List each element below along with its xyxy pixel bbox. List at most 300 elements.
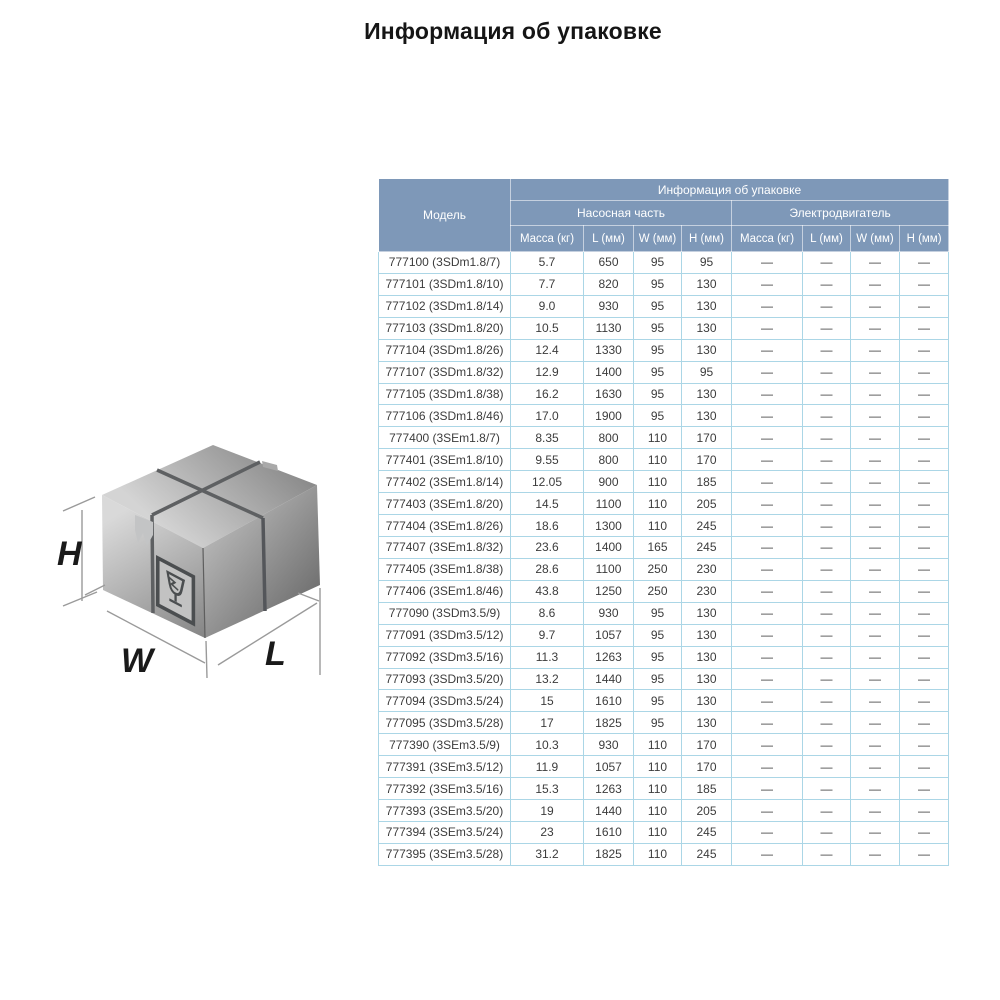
value-cell: —: [732, 317, 803, 339]
value-cell: 110: [634, 493, 682, 515]
value-cell: 130: [682, 339, 732, 361]
value-cell: —: [851, 668, 900, 690]
col-header-motor-h: H (мм): [900, 226, 949, 252]
value-cell: 15: [511, 690, 584, 712]
value-cell: —: [732, 778, 803, 800]
value-cell: 1330: [584, 339, 634, 361]
model-cell: 777095 (3SDm3.5/28): [379, 712, 511, 734]
value-cell: 1440: [584, 668, 634, 690]
value-cell: —: [900, 493, 949, 515]
table-row: [379, 756, 949, 778]
value-cell: 95: [634, 712, 682, 734]
value-cell: —: [732, 449, 803, 471]
value-cell: —: [803, 602, 851, 624]
col-header-motor-w: W (мм): [851, 226, 900, 252]
value-cell: —: [851, 515, 900, 537]
value-cell: 9.55: [511, 449, 584, 471]
table-row: [379, 558, 949, 580]
value-cell: 1130: [584, 317, 634, 339]
value-cell: —: [803, 273, 851, 295]
value-cell: —: [803, 734, 851, 756]
value-cell: —: [851, 558, 900, 580]
value-cell: 130: [682, 668, 732, 690]
value-cell: 15.3: [511, 778, 584, 800]
value-cell: —: [900, 558, 949, 580]
value-cell: —: [900, 317, 949, 339]
value-cell: —: [900, 602, 949, 624]
model-cell: 777100 (3SDm1.8/7): [379, 252, 511, 274]
value-cell: —: [732, 668, 803, 690]
model-cell: 777107 (3SDm1.8/32): [379, 361, 511, 383]
value-cell: —: [732, 536, 803, 558]
value-cell: —: [851, 536, 900, 558]
strap-right-face: [263, 518, 265, 611]
table-row: [379, 843, 949, 865]
value-cell: 650: [584, 252, 634, 274]
value-cell: —: [803, 515, 851, 537]
value-cell: 28.6: [511, 558, 584, 580]
value-cell: 230: [682, 580, 732, 602]
table-row: [379, 295, 949, 317]
value-cell: —: [803, 624, 851, 646]
value-cell: 95: [634, 602, 682, 624]
value-cell: 1057: [584, 756, 634, 778]
col-header-motor-section: Электродвигатель: [732, 201, 949, 226]
value-cell: 11.9: [511, 756, 584, 778]
table-row: [379, 712, 949, 734]
value-cell: —: [803, 668, 851, 690]
value-cell: 12.05: [511, 471, 584, 493]
table-row: [379, 734, 949, 756]
value-cell: —: [900, 756, 949, 778]
value-cell: —: [851, 690, 900, 712]
value-cell: 165: [634, 536, 682, 558]
value-cell: —: [732, 558, 803, 580]
value-cell: 800: [584, 449, 634, 471]
value-cell: —: [851, 383, 900, 405]
model-cell: 777105 (3SDm1.8/38): [379, 383, 511, 405]
value-cell: 245: [682, 821, 732, 843]
value-cell: —: [900, 252, 949, 274]
value-cell: —: [851, 317, 900, 339]
table-row: [379, 602, 949, 624]
table-row: [379, 646, 949, 668]
value-cell: 130: [682, 295, 732, 317]
model-cell: 777393 (3SEm3.5/20): [379, 800, 511, 822]
value-cell: —: [803, 361, 851, 383]
value-cell: —: [732, 361, 803, 383]
table-header: [379, 179, 949, 252]
value-cell: —: [851, 405, 900, 427]
value-cell: —: [732, 273, 803, 295]
col-header-pump-mass: Масса (кг): [511, 226, 584, 252]
value-cell: 110: [634, 449, 682, 471]
value-cell: —: [803, 383, 851, 405]
model-cell: 777092 (3SDm3.5/16): [379, 646, 511, 668]
value-cell: —: [803, 339, 851, 361]
package-box-illustration: [55, 425, 335, 705]
model-cell: 777403 (3SEm1.8/20): [379, 493, 511, 515]
value-cell: —: [900, 624, 949, 646]
value-cell: —: [851, 756, 900, 778]
value-cell: 1900: [584, 405, 634, 427]
page-title: Информация об упаковке: [364, 18, 662, 44]
value-cell: 130: [682, 624, 732, 646]
value-cell: 23: [511, 821, 584, 843]
value-cell: —: [900, 515, 949, 537]
value-cell: —: [803, 471, 851, 493]
value-cell: 110: [634, 821, 682, 843]
value-cell: —: [732, 602, 803, 624]
model-cell: 777392 (3SEm3.5/16): [379, 778, 511, 800]
value-cell: 95: [634, 624, 682, 646]
value-cell: 130: [682, 273, 732, 295]
table-row: [379, 449, 949, 471]
value-cell: 12.4: [511, 339, 584, 361]
value-cell: 250: [634, 558, 682, 580]
box-diagram: [55, 425, 335, 705]
value-cell: 1263: [584, 778, 634, 800]
value-cell: 245: [682, 515, 732, 537]
model-cell: 777406 (3SEm1.8/46): [379, 580, 511, 602]
table-row: [379, 624, 949, 646]
value-cell: 1263: [584, 646, 634, 668]
value-cell: —: [803, 580, 851, 602]
value-cell: —: [803, 821, 851, 843]
model-cell: 777101 (3SDm1.8/10): [379, 273, 511, 295]
value-cell: 31.2: [511, 843, 584, 865]
value-cell: —: [851, 361, 900, 383]
value-cell: —: [732, 800, 803, 822]
value-cell: —: [732, 843, 803, 865]
value-cell: —: [851, 580, 900, 602]
value-cell: 95: [634, 317, 682, 339]
value-cell: —: [851, 471, 900, 493]
value-cell: 17: [511, 712, 584, 734]
value-cell: —: [851, 843, 900, 865]
value-cell: 110: [634, 778, 682, 800]
value-cell: 9.7: [511, 624, 584, 646]
value-cell: 130: [682, 712, 732, 734]
value-cell: —: [851, 427, 900, 449]
model-cell: 777094 (3SDm3.5/24): [379, 690, 511, 712]
value-cell: 1610: [584, 690, 634, 712]
table-row: [379, 800, 949, 822]
model-cell: 777090 (3SDm3.5/9): [379, 602, 511, 624]
value-cell: 820: [584, 273, 634, 295]
value-cell: 110: [634, 515, 682, 537]
value-cell: 23.6: [511, 536, 584, 558]
value-cell: 95: [634, 295, 682, 317]
value-cell: —: [900, 427, 949, 449]
value-cell: 95: [634, 339, 682, 361]
value-cell: 930: [584, 295, 634, 317]
value-cell: —: [732, 646, 803, 668]
model-cell: 777394 (3SEm3.5/24): [379, 821, 511, 843]
value-cell: —: [851, 734, 900, 756]
model-cell: 777104 (3SDm1.8/26): [379, 339, 511, 361]
model-cell: 777405 (3SEm1.8/38): [379, 558, 511, 580]
value-cell: —: [732, 252, 803, 274]
value-cell: 17.0: [511, 405, 584, 427]
value-cell: —: [900, 690, 949, 712]
table-row: [379, 252, 949, 274]
value-cell: —: [803, 449, 851, 471]
value-cell: —: [803, 843, 851, 865]
value-cell: —: [732, 821, 803, 843]
value-cell: 9.0: [511, 295, 584, 317]
value-cell: —: [851, 252, 900, 274]
value-cell: —: [803, 295, 851, 317]
value-cell: —: [732, 580, 803, 602]
col-header-group: Информация об упаковке: [511, 179, 949, 201]
value-cell: 7.7: [511, 273, 584, 295]
value-cell: —: [803, 778, 851, 800]
value-cell: 12.9: [511, 361, 584, 383]
value-cell: —: [900, 536, 949, 558]
value-cell: 19: [511, 800, 584, 822]
value-cell: 1400: [584, 361, 634, 383]
table-row: [379, 383, 949, 405]
value-cell: 16.2: [511, 383, 584, 405]
value-cell: —: [851, 821, 900, 843]
table-row: [379, 427, 949, 449]
table-row: [379, 405, 949, 427]
table-row: [379, 361, 949, 383]
value-cell: —: [732, 624, 803, 646]
value-cell: 95: [682, 252, 732, 274]
value-cell: 13.2: [511, 668, 584, 690]
value-cell: —: [732, 690, 803, 712]
col-header-pump-l: L (мм): [584, 226, 634, 252]
value-cell: 95: [634, 361, 682, 383]
value-cell: —: [803, 252, 851, 274]
value-cell: —: [900, 339, 949, 361]
col-header-motor-mass: Масса (кг): [732, 226, 803, 252]
value-cell: —: [900, 361, 949, 383]
col-header-pump-section: Насосная часть: [511, 201, 732, 226]
model-cell: 777103 (3SDm1.8/20): [379, 317, 511, 339]
table-body: [379, 252, 949, 866]
model-cell: 777404 (3SEm1.8/26): [379, 515, 511, 537]
value-cell: —: [851, 778, 900, 800]
value-cell: 95: [634, 405, 682, 427]
value-cell: —: [732, 493, 803, 515]
dim-tick-h-bottom: [63, 592, 97, 606]
dim-label-h: H: [57, 535, 82, 573]
value-cell: 95: [634, 646, 682, 668]
value-cell: 1300: [584, 515, 634, 537]
model-cell: 777400 (3SEm1.8/7): [379, 427, 511, 449]
value-cell: 110: [634, 471, 682, 493]
model-cell: 777407 (3SEm1.8/32): [379, 536, 511, 558]
value-cell: 18.6: [511, 515, 584, 537]
value-cell: 110: [634, 427, 682, 449]
value-cell: —: [732, 756, 803, 778]
value-cell: 170: [682, 449, 732, 471]
value-cell: —: [803, 427, 851, 449]
value-cell: —: [900, 580, 949, 602]
value-cell: 185: [682, 778, 732, 800]
value-cell: —: [803, 558, 851, 580]
model-cell: 777093 (3SDm3.5/20): [379, 668, 511, 690]
value-cell: 130: [682, 383, 732, 405]
value-cell: 95: [634, 383, 682, 405]
value-cell: 1825: [584, 843, 634, 865]
value-cell: —: [900, 843, 949, 865]
value-cell: —: [900, 778, 949, 800]
value-cell: —: [732, 295, 803, 317]
value-cell: —: [803, 646, 851, 668]
value-cell: —: [732, 471, 803, 493]
value-cell: 95: [634, 690, 682, 712]
value-cell: 43.8: [511, 580, 584, 602]
value-cell: 1400: [584, 536, 634, 558]
table-row: [379, 273, 949, 295]
value-cell: —: [851, 493, 900, 515]
model-cell: 777402 (3SEm1.8/14): [379, 471, 511, 493]
value-cell: 95: [634, 273, 682, 295]
value-cell: —: [851, 800, 900, 822]
value-cell: 8.35: [511, 427, 584, 449]
value-cell: 8.6: [511, 602, 584, 624]
value-cell: —: [851, 339, 900, 361]
value-cell: —: [900, 273, 949, 295]
value-cell: 95: [634, 668, 682, 690]
value-cell: 245: [682, 843, 732, 865]
value-cell: 110: [634, 734, 682, 756]
value-cell: —: [851, 624, 900, 646]
value-cell: 930: [584, 602, 634, 624]
packaging-table: [378, 178, 949, 866]
value-cell: 245: [682, 536, 732, 558]
value-cell: 185: [682, 471, 732, 493]
value-cell: 5.7: [511, 252, 584, 274]
value-cell: 130: [682, 602, 732, 624]
value-cell: —: [803, 536, 851, 558]
dim-tick-h-top: [63, 497, 95, 511]
value-cell: 250: [634, 580, 682, 602]
dim-label-l: L: [265, 635, 286, 673]
value-cell: —: [900, 449, 949, 471]
value-cell: 130: [682, 690, 732, 712]
value-cell: —: [900, 734, 949, 756]
table-row: [379, 821, 949, 843]
value-cell: 1250: [584, 580, 634, 602]
value-cell: 10.5: [511, 317, 584, 339]
table-row: [379, 778, 949, 800]
value-cell: 1610: [584, 821, 634, 843]
model-cell: 777390 (3SEm3.5/9): [379, 734, 511, 756]
value-cell: 230: [682, 558, 732, 580]
value-cell: 110: [634, 800, 682, 822]
value-cell: 205: [682, 800, 732, 822]
value-cell: —: [900, 800, 949, 822]
table-row: [379, 493, 949, 515]
value-cell: —: [803, 690, 851, 712]
value-cell: —: [732, 405, 803, 427]
value-cell: 800: [584, 427, 634, 449]
value-cell: 170: [682, 734, 732, 756]
table-row: [379, 690, 949, 712]
value-cell: 1825: [584, 712, 634, 734]
value-cell: 205: [682, 493, 732, 515]
value-cell: —: [851, 646, 900, 668]
dim-ext-center: [206, 641, 207, 678]
value-cell: —: [803, 756, 851, 778]
value-cell: 1440: [584, 800, 634, 822]
value-cell: 170: [682, 756, 732, 778]
value-cell: 110: [634, 843, 682, 865]
value-cell: —: [900, 646, 949, 668]
value-cell: —: [732, 383, 803, 405]
table-row: [379, 536, 949, 558]
value-cell: 1100: [584, 493, 634, 515]
value-cell: —: [851, 295, 900, 317]
value-cell: 95: [634, 252, 682, 274]
value-cell: 130: [682, 646, 732, 668]
value-cell: —: [900, 712, 949, 734]
value-cell: —: [900, 295, 949, 317]
value-cell: —: [803, 800, 851, 822]
table-row: [379, 317, 949, 339]
value-cell: —: [732, 734, 803, 756]
value-cell: —: [900, 383, 949, 405]
value-cell: —: [900, 405, 949, 427]
value-cell: 11.3: [511, 646, 584, 668]
value-cell: —: [732, 427, 803, 449]
model-cell: 777401 (3SEm1.8/10): [379, 449, 511, 471]
value-cell: —: [851, 273, 900, 295]
model-cell: 777395 (3SEm3.5/28): [379, 843, 511, 865]
value-cell: —: [803, 712, 851, 734]
value-cell: 1057: [584, 624, 634, 646]
col-header-model: Модель: [379, 179, 511, 252]
value-cell: —: [803, 405, 851, 427]
value-cell: 130: [682, 405, 732, 427]
model-cell: 777106 (3SDm1.8/46): [379, 405, 511, 427]
dim-label-w: W: [121, 642, 154, 680]
model-cell: 777102 (3SDm1.8/14): [379, 295, 511, 317]
value-cell: 130: [682, 317, 732, 339]
value-cell: —: [900, 821, 949, 843]
value-cell: —: [851, 449, 900, 471]
value-cell: —: [732, 515, 803, 537]
value-cell: —: [851, 602, 900, 624]
model-cell: 777091 (3SDm3.5/12): [379, 624, 511, 646]
value-cell: 1630: [584, 383, 634, 405]
col-header-pump-w: W (мм): [634, 226, 682, 252]
table-row: [379, 668, 949, 690]
dim-tick-l-end: [298, 593, 319, 601]
value-cell: 170: [682, 427, 732, 449]
value-cell: —: [732, 712, 803, 734]
value-cell: 900: [584, 471, 634, 493]
value-cell: —: [851, 712, 900, 734]
value-cell: 14.5: [511, 493, 584, 515]
value-cell: 10.3: [511, 734, 584, 756]
model-cell: 777391 (3SEm3.5/12): [379, 756, 511, 778]
col-header-motor-l: L (мм): [803, 226, 851, 252]
value-cell: —: [900, 668, 949, 690]
value-cell: —: [732, 339, 803, 361]
value-cell: —: [803, 493, 851, 515]
col-header-pump-h: H (мм): [682, 226, 732, 252]
value-cell: 1100: [584, 558, 634, 580]
value-cell: 110: [634, 756, 682, 778]
table-row: [379, 580, 949, 602]
value-cell: —: [803, 317, 851, 339]
